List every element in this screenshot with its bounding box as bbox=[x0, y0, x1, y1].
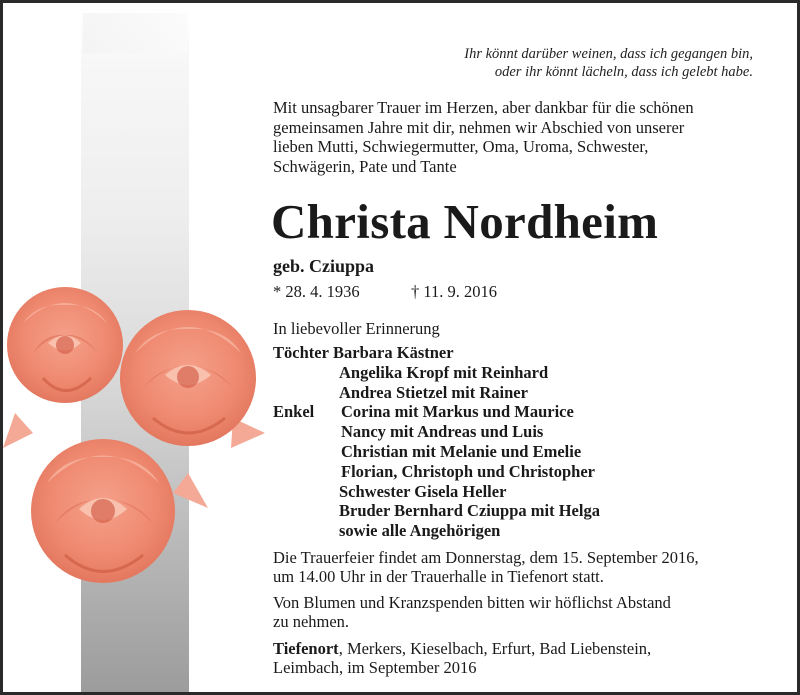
mourner-name: Angelika Kropf mit Reinhard bbox=[339, 362, 549, 382]
place-line bbox=[273, 639, 773, 658]
intro-line: lieben Mutti, Schwiegermutter, Oma, Uroma, Schwester, bbox=[273, 137, 649, 156]
intro-line: Schwägerin, Pate und Tante bbox=[273, 156, 457, 176]
poem-line: oder ihr könnt lächeln, dass ich gelebt habe. bbox=[494, 63, 753, 80]
place-list: , Merkers, Kieselbach, Erfurt, Bad Liebenstein, bbox=[338, 639, 652, 658]
rose-bottom bbox=[31, 439, 175, 583]
list-item bbox=[273, 343, 773, 363]
roses-illustration bbox=[3, 283, 273, 623]
poem-line: Ihr könnt darüber weinen, dass ich gegangen bin, bbox=[464, 46, 753, 62]
mourners-list bbox=[273, 343, 773, 541]
life-dates bbox=[273, 282, 498, 302]
memory-line: In liebevoller Erinnerung bbox=[273, 319, 440, 338]
mourner-name: Florian, Christoph und Christopher bbox=[341, 461, 595, 481]
rose-right bbox=[120, 310, 256, 446]
deceased-name: Christa Nordheim bbox=[271, 194, 659, 249]
daughters-label: Töchter bbox=[273, 343, 329, 362]
grandchildren-label: Enkel bbox=[273, 402, 315, 422]
mourner-name: Andrea Stietzel mit Rainer bbox=[339, 382, 528, 402]
intro-text bbox=[273, 98, 773, 176]
flowers-line: Von Blumen und Kranzspenden bitten wir höflichst Abstand bbox=[273, 593, 671, 612]
mourner-name: Nancy mit Andreas und Luis bbox=[341, 422, 544, 442]
death-date: † 11. 9. 2016 bbox=[411, 282, 498, 301]
service-line: um 14.00 Uhr in der Trauerhalle in Tiefenort statt. bbox=[273, 567, 604, 586]
place-and-date bbox=[273, 639, 773, 677]
mourner-name: Bruder Bernhard Cziuppa mit Helga bbox=[339, 501, 600, 521]
flowers-line: zu nehmen. bbox=[273, 612, 350, 631]
flowers-request bbox=[273, 593, 773, 631]
intro-line: Mit unsagbarer Trauer im Herzen, aber dankbar für die schönen bbox=[273, 98, 694, 117]
decorative-faint-band bbox=[83, 13, 187, 53]
list-item bbox=[273, 402, 773, 422]
town-name: Tiefenort bbox=[273, 639, 339, 658]
maiden-name: geb. Cziuppa bbox=[273, 256, 375, 276]
funeral-service-info bbox=[273, 548, 773, 586]
mourner-name: Corina mit Markus und Maurice bbox=[341, 402, 574, 422]
mourner-name: sowie alle Angehörigen bbox=[339, 521, 501, 541]
mourner-name: Christian mit Melanie und Emelie bbox=[341, 441, 582, 461]
intro-line: gemeinsamen Jahre mit dir, nehmen wir Abschied von unserer bbox=[273, 117, 685, 137]
service-line: Die Trauerfeier findet am Donnerstag, dem 15. September 2016, bbox=[273, 548, 699, 567]
place-line: Leimbach, im September 2016 bbox=[273, 658, 477, 677]
rose-top-left bbox=[7, 287, 123, 403]
memorial-poem bbox=[464, 46, 753, 81]
mourner-name: Schwester Gisela Heller bbox=[339, 481, 507, 501]
birth-date: * 28. 4. 1936 bbox=[273, 282, 360, 301]
mourner-name: Barbara Kästner bbox=[333, 343, 454, 362]
